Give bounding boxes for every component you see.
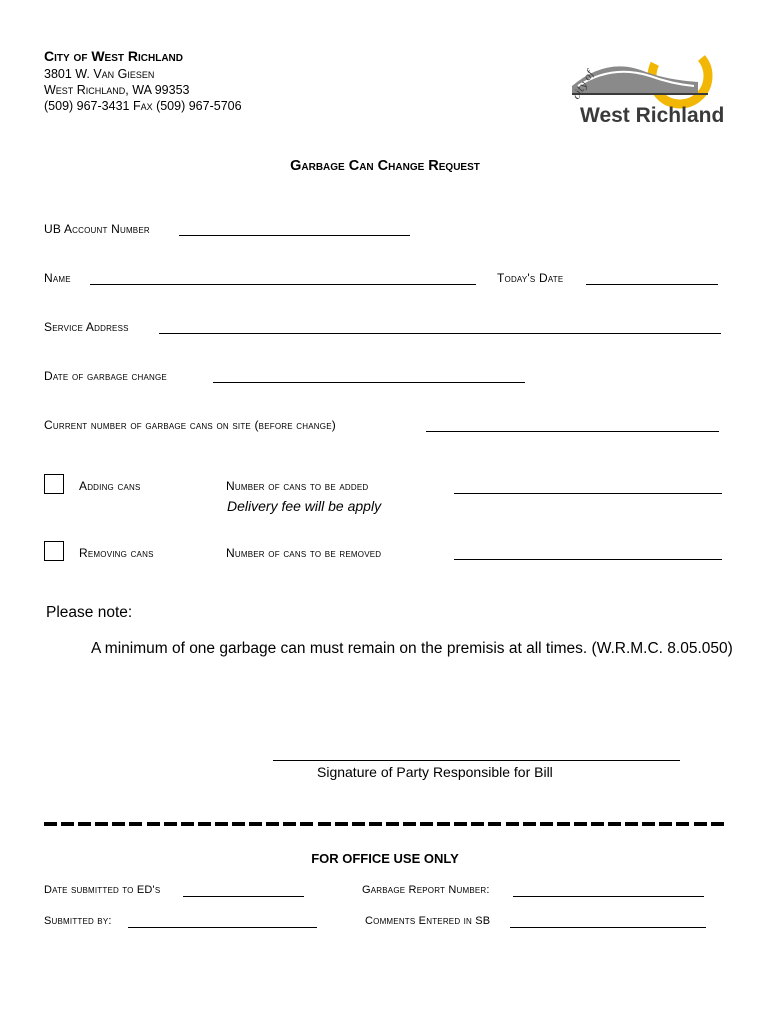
cans-added-label: Number of cans to be added bbox=[226, 479, 369, 493]
adding-cans-label: Adding cans bbox=[79, 479, 141, 493]
service-address-field[interactable] bbox=[159, 333, 721, 334]
city-logo bbox=[568, 42, 723, 127]
phone-fax: (509) 967-3431 Fax (509) 967-5706 bbox=[44, 99, 242, 113]
submitted-by-field[interactable] bbox=[128, 927, 317, 928]
cans-removed-label: Number of cans to be removed bbox=[226, 546, 382, 560]
logo-graphic bbox=[568, 42, 723, 127]
current-cans-field[interactable] bbox=[426, 431, 719, 432]
logo-wordmark: West Richland bbox=[580, 104, 723, 127]
delivery-fee-note: Delivery fee will be apply bbox=[227, 498, 382, 514]
report-number-label: Garbage Report Number: bbox=[362, 884, 490, 896]
comments-field[interactable] bbox=[510, 927, 706, 928]
signature-field[interactable] bbox=[273, 760, 680, 761]
todays-date-label: Today's Date bbox=[497, 271, 564, 285]
ub-account-field[interactable] bbox=[179, 235, 410, 236]
cut-line-divider bbox=[44, 822, 724, 830]
todays-date-field[interactable] bbox=[586, 284, 718, 285]
removing-cans-label: Removing cans bbox=[79, 546, 154, 560]
cans-removed-field[interactable] bbox=[454, 559, 722, 560]
note-heading: Please note: bbox=[46, 604, 133, 621]
form-title: Garbage Can Change Request bbox=[290, 158, 480, 174]
date-change-label: Date of garbage change bbox=[44, 369, 167, 383]
org-name: City of West Richland bbox=[44, 48, 183, 64]
current-cans-label: Current number of garbage cans on site (before change) bbox=[44, 418, 336, 432]
adding-cans-checkbox[interactable] bbox=[44, 474, 64, 494]
name-field[interactable] bbox=[90, 284, 476, 285]
service-address-label: Service Address bbox=[44, 320, 129, 334]
date-submitted-label: Date submitted to ED's bbox=[44, 884, 161, 896]
comments-label: Comments Entered in SB bbox=[365, 915, 491, 927]
removing-cans-checkbox[interactable] bbox=[44, 541, 64, 561]
report-number-field[interactable] bbox=[513, 896, 704, 897]
address-line2: West Richland, WA 99353 bbox=[44, 83, 190, 97]
cans-added-field[interactable] bbox=[454, 493, 722, 494]
submitted-by-label: Submitted by: bbox=[44, 915, 112, 927]
name-label: Name bbox=[44, 271, 71, 285]
note-text: A minimum of one garbage can must remain on the premisis at all times. (W.R.M.C. 8.05.050) bbox=[91, 640, 733, 657]
office-use-title: FOR OFFICE USE ONLY bbox=[311, 851, 459, 866]
signature-label: Signature of Party Responsible for Bill bbox=[317, 764, 553, 780]
date-change-field[interactable] bbox=[213, 382, 525, 383]
logo-script: city of bbox=[571, 68, 597, 102]
address-line1: 3801 W. Van Giesen bbox=[44, 67, 155, 81]
ub-account-label: UB Account Number bbox=[44, 222, 150, 236]
date-submitted-field[interactable] bbox=[183, 896, 304, 897]
